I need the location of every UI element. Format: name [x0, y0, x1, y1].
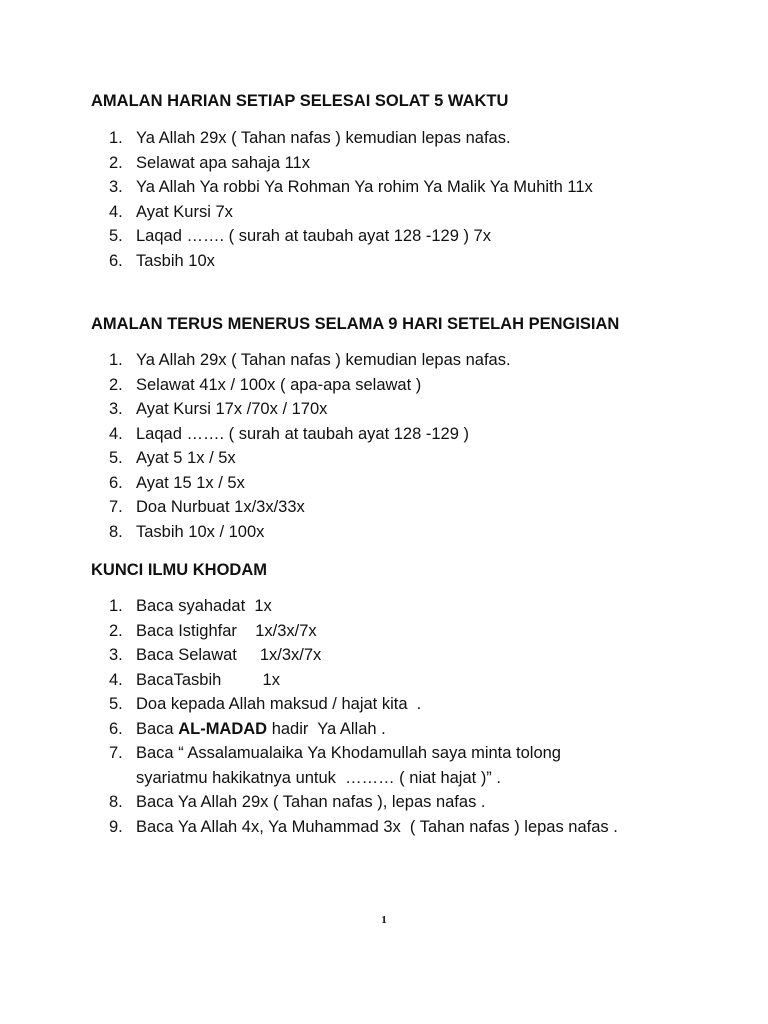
section-heading-amalan-harian: AMALAN HARIAN SETIAP SELESAI SOLAT 5 WAKTU	[91, 92, 509, 110]
item-number: 2.	[109, 375, 123, 394]
page-number: 1	[381, 914, 387, 926]
item-text: Ayat Kursi 17x /70x / 170x	[136, 400, 328, 418]
item-number: 1.	[109, 351, 123, 369]
item-number: 1.	[109, 129, 123, 147]
item-number: 3.	[109, 646, 123, 664]
item-number: 3.	[109, 178, 123, 196]
item-number: 8.	[109, 793, 123, 811]
item-number: 5.	[109, 695, 123, 713]
item-text: Baca Ya Allah 4x, Ya Muhammad 3x ( Tahan nafas ) lepas nafas .	[136, 817, 618, 836]
item-number: 9.	[109, 817, 123, 836]
item-text: Laqad ……. ( surah at taubah ayat 128 -129 )	[136, 424, 469, 443]
item-text-suffix: hadir Ya Allah .	[267, 719, 386, 738]
item-text-line-1: Baca “ Assalamualaika Ya Khodamullah saya minta tolong	[136, 744, 561, 762]
item-text: Selawat 41x / 100x ( apa-apa selawat )	[136, 375, 422, 394]
item-text	[136, 741, 696, 790]
item-number: 4.	[109, 202, 123, 221]
item-text: Baca Ya Allah 29x ( Tahan nafas ), lepas nafas .	[136, 793, 486, 811]
item-number: 7.	[109, 744, 123, 762]
item-number: 6.	[109, 251, 123, 270]
item-text: Ayat Kursi 7x	[136, 202, 233, 221]
item-number: 4.	[109, 670, 123, 689]
item-number: 6.	[109, 473, 123, 492]
section-heading-amalan-terus-menerus: AMALAN TERUS MENERUS SELAMA 9 HARI SETELAH PENGISIAN	[91, 315, 620, 333]
item-number: 8.	[109, 522, 123, 541]
item-text-line-2: syariatmu hakikatnya untuk ……… ( niat hajat )” .	[136, 768, 501, 787]
item-text: Baca Istighfar 1x/3x/7x	[136, 621, 317, 640]
item-text: Baca Selawat 1x/3x/7x	[136, 646, 322, 664]
item-number: 4.	[109, 424, 123, 443]
item-text: Ayat 5 1x / 5x	[136, 449, 236, 467]
item-text: Doa kepada Allah maksud / hajat kita .	[136, 695, 422, 713]
item-number: 2.	[109, 621, 123, 640]
item-text: Ya Allah 29x ( Tahan nafas ) kemudian lepas nafas.	[136, 129, 511, 147]
item-text: Ya Allah Ya robbi Ya Rohman Ya rohim Ya Malik Ya Muhith 11x	[136, 178, 593, 196]
item-text: Selawat apa sahaja 11x	[136, 153, 310, 172]
item-number: 2.	[109, 153, 123, 172]
item-text: Tasbih 10x	[136, 251, 215, 270]
item-text: BacaTasbih 1x	[136, 670, 280, 689]
item-text: Ayat 15 1x / 5x	[136, 473, 245, 492]
item-number: 7.	[109, 498, 123, 516]
item-number: 1.	[109, 597, 123, 615]
item-text: Laqad ……. ( surah at taubah ayat 128 -129 ) 7x	[136, 227, 491, 245]
item-number: 3.	[109, 400, 123, 418]
item-number: 5.	[109, 449, 123, 467]
item-number: 5.	[109, 227, 123, 245]
item-text: Ya Allah 29x ( Tahan nafas ) kemudian lepas nafas.	[136, 351, 511, 369]
item-text: Tasbih 10x / 100x	[136, 522, 265, 541]
item-text: Doa Nurbuat 1x/3x/33x	[136, 498, 305, 516]
item-text-bold: AL-MADAD	[178, 719, 268, 738]
item-number: 6.	[109, 719, 123, 738]
item-text: Baca syahadat 1x	[136, 597, 272, 615]
section-heading-kunci-ilmu-khodam: KUNCI ILMU KHODAM	[91, 561, 267, 579]
item-text-prefix: Baca	[136, 719, 179, 738]
item-text	[136, 717, 386, 742]
